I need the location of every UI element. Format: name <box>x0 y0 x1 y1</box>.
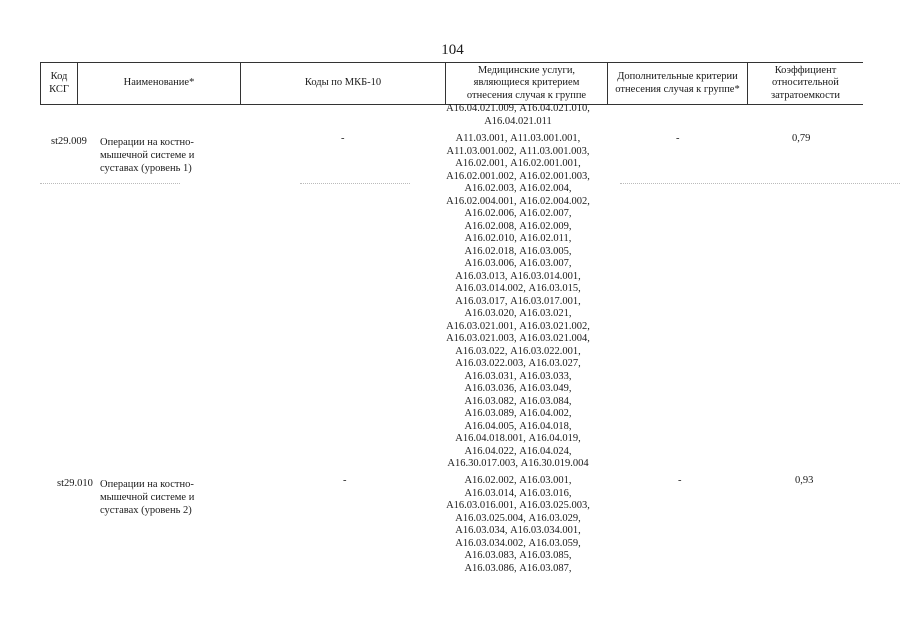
service-line: А16.02.006, А16.02.007, <box>464 208 572 219</box>
service-line: А16.03.034.002, А16.03.059, <box>455 537 581 549</box>
header-name: Наименование* <box>78 63 241 104</box>
service-line: А16.03.025.004, А16.03.029, <box>455 512 581 524</box>
service-line: А16.03.034, А16.03.034.001, <box>455 525 581 536</box>
table-header <box>40 62 863 105</box>
service-line: А11.03.001, А11.03.001.001, <box>455 133 581 144</box>
scan-artifact <box>40 183 180 185</box>
service-line: А16.03.021.003, А16.03.021.004, <box>446 333 590 344</box>
service-line: А16.03.089, А16.04.002, <box>464 408 572 419</box>
service-line: А16.02.001, А16.02.001.001, <box>455 158 581 169</box>
row-code: st29.010 <box>57 478 93 489</box>
service-line: А16.03.082, А16.03.084, <box>464 395 572 407</box>
service-line: А16.03.031, А16.03.033, <box>464 370 572 382</box>
service-line: А16.03.013, А16.03.014.001, <box>455 270 581 282</box>
service-line: А16.03.022.003, А16.03.027, <box>455 358 581 369</box>
service-line: А11.03.001.002, А11.03.001.003, <box>446 145 590 157</box>
row-name: Операции на костно-мышечной системе и суставах (уровень 1) <box>100 137 195 174</box>
service-line: А16.03.022, А16.03.022.001, <box>455 345 581 357</box>
row-services <box>428 475 608 575</box>
row-mkb: - <box>343 475 347 486</box>
service-line: А16.03.006, А16.03.007, <box>464 258 572 269</box>
service-line: А16.02.010, А16.02.011, <box>464 233 572 244</box>
service-line: А16.04.005, А16.04.018, <box>464 420 572 432</box>
services-continuation <box>428 103 608 128</box>
service-line: А16.03.014.002, А16.03.015, <box>455 283 581 294</box>
service-line: А16.04.022, А16.04.024, <box>464 445 572 457</box>
service-line: А16.02.003, А16.02.004, <box>464 183 572 194</box>
service-line: А16.03.083, А16.03.085, <box>464 550 572 561</box>
header-services: Медицинские услуги, являющиеся критерием отнесения случая к группе <box>446 63 608 104</box>
service-line: А16.02.002, А16.03.001, <box>464 475 572 486</box>
row-extra: - <box>678 475 682 486</box>
service-line: А16.03.086, А16.03.087, <box>464 562 572 574</box>
service-line: А16.03.014, А16.03.016, <box>464 487 572 499</box>
service-line: А16.03.020, А16.03.021, <box>464 308 572 319</box>
service-line: А16.04.021.011 <box>484 115 552 127</box>
service-line: А16.03.021.001, А16.03.021.002, <box>446 320 590 332</box>
service-line: А16.02.004.001, А16.02.004.002, <box>446 195 590 207</box>
header-mkb: Коды по МКБ-10 <box>241 63 446 104</box>
row-coef: 0,93 <box>795 475 814 486</box>
service-line: А16.02.001.002, А16.02.001.003, <box>446 170 590 182</box>
page-number: 104 <box>441 42 464 58</box>
service-line: А16.04.018.001, А16.04.019, <box>455 433 581 444</box>
row-mkb: - <box>341 133 345 144</box>
service-line: А16.03.016.001, А16.03.025.003, <box>446 500 590 511</box>
service-line: А16.30.017.003, А16.30.019.004 <box>447 458 589 469</box>
service-line: А16.03.036, А16.03.049, <box>464 383 572 394</box>
scan-artifact <box>300 183 410 185</box>
row-name: Операции на костно-мышечной системе и суставах (уровень 2) <box>100 479 195 516</box>
service-line: А16.03.017, А16.03.017.001, <box>455 295 581 307</box>
header-extra: Дополнительные критерии отнесения случая к группе* <box>608 63 748 104</box>
row-extra: - <box>676 133 680 144</box>
row-services <box>428 133 608 471</box>
service-line: А16.02.008, А16.02.009, <box>464 220 572 232</box>
header-code: Код КСГ <box>40 63 78 104</box>
service-line: А16.04.021.009, А16.04.021.010, <box>446 103 590 114</box>
header-coef: Коэффициент относительной затратоемкости <box>771 64 840 101</box>
scan-artifact <box>620 183 900 185</box>
row-code: st29.009 <box>51 136 87 147</box>
service-line: А16.02.018, А16.03.005, <box>464 245 572 257</box>
row-coef: 0,79 <box>792 133 811 144</box>
